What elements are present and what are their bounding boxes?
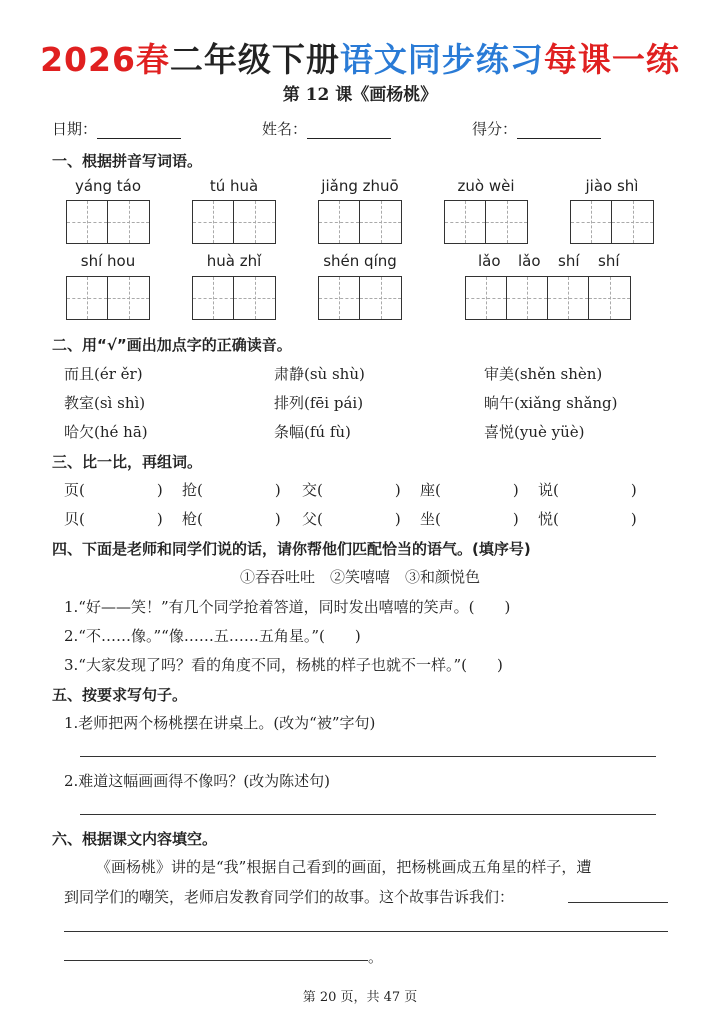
pinyin-label: lǎo	[478, 252, 501, 270]
writing-grid[interactable]	[465, 276, 631, 320]
name-blank[interactable]	[307, 138, 391, 139]
writing-grid[interactable]	[570, 200, 654, 244]
pinyin-label: shí	[558, 252, 580, 270]
compare-item[interactable]	[182, 479, 281, 500]
date-field[interactable]	[52, 118, 181, 139]
answer-line[interactable]	[80, 814, 656, 815]
compare-close: )	[274, 481, 281, 499]
compare-char: 页(	[64, 481, 85, 499]
compare-char: 父(	[302, 510, 323, 528]
pinyin-label: shí	[598, 252, 620, 270]
compare-item[interactable]	[302, 508, 401, 529]
answer-line[interactable]	[568, 902, 668, 903]
score-field[interactable]	[472, 118, 601, 139]
compare-char: 交(	[302, 481, 323, 499]
section-1-heading: 一、根据拼音写词语。	[52, 152, 203, 170]
worksheet-title	[0, 34, 720, 81]
score-label: 得分：	[472, 120, 518, 138]
reading-choice[interactable]: 审美(shěn shèn)	[484, 365, 603, 383]
section-3-heading: 三、比一比，再组词。	[52, 453, 203, 471]
compare-char: 枪(	[182, 510, 203, 528]
pinyin-label: huà zhǐ	[206, 252, 262, 270]
title-part-daily: 每课一练	[543, 40, 680, 79]
compare-char: 贝(	[64, 510, 85, 528]
compare-close: )	[156, 510, 163, 528]
pinyin-label: tú huà	[209, 177, 259, 195]
pinyin-label: jiǎng zhuō	[321, 177, 399, 195]
compare-close: )	[394, 481, 401, 499]
compare-close: )	[630, 510, 637, 528]
compare-item[interactable]	[302, 479, 401, 500]
reading-choice[interactable]: 而且(ér ěr)	[64, 365, 143, 383]
compare-char: 说(	[538, 481, 559, 499]
writing-grid[interactable]	[66, 276, 150, 320]
compare-close: )	[512, 481, 519, 499]
rewrite-question-2: 2.难道这幅画画得不像吗？(改为陈述句)	[64, 772, 331, 790]
tone-question-1[interactable]: 1.“好——笑！”有几个同学抢着答道，同时发出嘻嘻的笑声。( )	[64, 598, 511, 616]
writing-grid[interactable]	[318, 276, 402, 320]
writing-grid[interactable]	[192, 276, 276, 320]
reading-choice[interactable]: 教室(sì shì)	[64, 394, 146, 412]
writing-grid[interactable]	[318, 200, 402, 244]
compare-char: 坐(	[420, 510, 441, 528]
passage-line: 到同学们的嘲笑，老师启发教育同学们的故事。这个故事告诉我们：	[64, 888, 515, 906]
title-part-year: 2026春	[40, 40, 170, 79]
score-blank[interactable]	[517, 138, 601, 139]
page-number: 第 20 页，共 47 页	[302, 990, 418, 1005]
section-5-heading: 五、按要求写句子。	[52, 686, 188, 704]
reading-choice[interactable]: 肃静(sù shù)	[274, 365, 365, 383]
pinyin-label: shí hou	[80, 252, 136, 270]
tone-options: ①吞吞吐吐 ②笑嘻嘻 ③和颜悦色	[239, 568, 480, 586]
writing-grid[interactable]	[444, 200, 528, 244]
reading-choice[interactable]: 条幅(fú fù)	[274, 423, 351, 441]
tone-question-2[interactable]: 2.“不……像。”“像……五……五角星。”( )	[64, 627, 361, 645]
compare-close: )	[274, 510, 281, 528]
section-4-heading: 四、下面是老师和同学们说的话，请你帮他们匹配恰当的语气。(填序号)	[52, 540, 531, 558]
writing-grid[interactable]	[66, 200, 150, 244]
date-blank[interactable]	[97, 138, 181, 139]
name-label: 姓名：	[262, 120, 308, 138]
compare-item[interactable]	[420, 508, 519, 529]
date-label: 日期：	[52, 120, 98, 138]
compare-item[interactable]	[64, 479, 163, 500]
compare-item[interactable]	[538, 479, 637, 500]
passage-end: 。	[368, 948, 384, 966]
answer-line[interactable]	[80, 756, 656, 757]
reading-choice[interactable]: 喜悦(yuè yüè)	[484, 423, 585, 441]
pinyin-label: zuò wèi	[457, 177, 515, 195]
compare-item[interactable]	[420, 479, 519, 500]
reading-choice[interactable]: 晌午(xiǎng shǎng)	[484, 394, 618, 412]
section-2-heading: 二、用“√”画出加点字的正确读音。	[52, 336, 292, 354]
compare-item[interactable]	[64, 508, 163, 529]
title-part-subject: 语文同步练习	[339, 40, 544, 79]
passage-line: 《画杨桃》讲的是“我”根据自己看到的画面，把杨桃画成五角星的样子，遭	[96, 858, 592, 876]
name-field[interactable]	[262, 118, 391, 139]
title-part-grade: 二年级下册	[169, 40, 340, 79]
answer-line[interactable]	[64, 931, 668, 932]
reading-choice[interactable]: 哈欠(hé hā)	[64, 423, 148, 441]
compare-close: )	[512, 510, 519, 528]
compare-close: )	[156, 481, 163, 499]
section-6-heading: 六、根据课文内容填空。	[52, 830, 218, 848]
lesson-subtitle: 第 12 课《画杨桃》	[282, 85, 438, 105]
pinyin-label: jiào shì	[585, 177, 639, 195]
compare-close: )	[394, 510, 401, 528]
compare-item[interactable]	[182, 508, 281, 529]
compare-close: )	[630, 481, 637, 499]
pinyin-label: lǎo	[518, 252, 541, 270]
compare-char: 悦(	[538, 510, 559, 528]
pinyin-label: shén qíng	[323, 252, 397, 270]
compare-char: 抢(	[182, 481, 203, 499]
answer-line[interactable]	[64, 960, 368, 961]
tone-question-3[interactable]: 3.“大家发现了吗？看的角度不同，杨桃的样子也就不一样。”( )	[64, 656, 503, 674]
compare-item[interactable]	[538, 508, 637, 529]
reading-choice[interactable]: 排列(fēi pái)	[274, 394, 364, 412]
compare-char: 座(	[420, 481, 441, 499]
rewrite-question-1: 1.老师把两个杨桃摆在讲桌上。(改为“被”字句)	[64, 714, 376, 732]
writing-grid[interactable]	[192, 200, 276, 244]
pinyin-label: yáng táo	[74, 177, 142, 195]
